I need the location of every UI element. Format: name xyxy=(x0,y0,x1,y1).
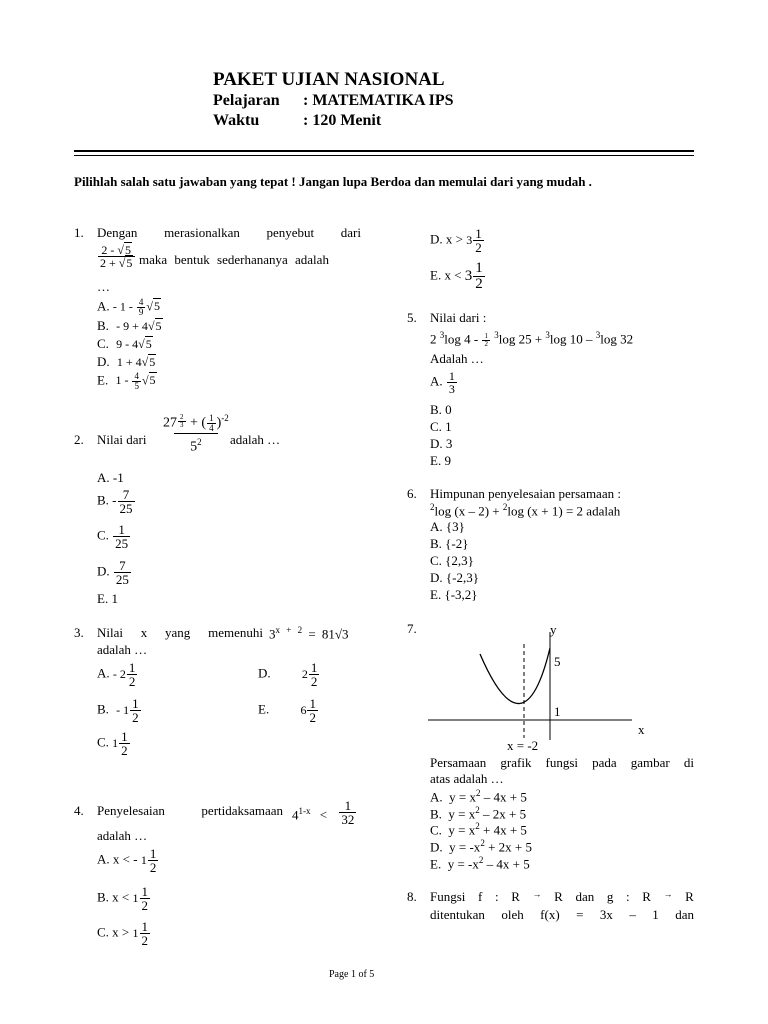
option-text: 1 + 4 xyxy=(116,355,142,369)
mixed-whole: 1 xyxy=(132,891,139,905)
option-text: 1 - xyxy=(115,373,132,388)
q4-word: Penyelesaian xyxy=(97,803,165,818)
q8-word: R xyxy=(554,889,563,904)
option-label: D. xyxy=(430,570,443,585)
q3-option-a[interactable] xyxy=(97,661,138,688)
time-value: : 120 Menit xyxy=(303,112,382,129)
frac-num: 7 xyxy=(122,487,130,502)
option-text: + 4x + 5 xyxy=(479,822,527,838)
frac-num: 1 xyxy=(475,226,482,241)
mixed-whole: - 1 xyxy=(116,703,130,717)
option-label: E. xyxy=(258,701,270,717)
arrow-icon: → xyxy=(532,889,542,899)
option-label: C. xyxy=(97,734,109,750)
q8-word: R xyxy=(685,889,694,904)
q6-option-c[interactable] xyxy=(430,553,474,569)
q5-number: 5. xyxy=(407,310,417,325)
q6-eq-part: log (x – 2) + xyxy=(434,503,503,519)
q2-option-c[interactable] xyxy=(97,523,131,550)
option-exponent: 2 xyxy=(475,805,480,815)
q4-inequality xyxy=(292,798,357,830)
option-label: A. xyxy=(97,665,110,681)
q8-word: Fungsi xyxy=(430,889,466,904)
frac-num: 1 xyxy=(141,919,149,934)
option-text: y = x xyxy=(448,806,476,822)
q8-word: : xyxy=(495,889,499,904)
q6-equation xyxy=(430,502,620,519)
q7-text2: atas adalah … xyxy=(430,771,504,786)
parabola-curve xyxy=(480,648,550,704)
q1-word: dari xyxy=(340,225,361,240)
q7-word: pada xyxy=(592,755,617,770)
q1-frac-den: 2 + xyxy=(100,256,119,270)
mixed-whole: 3 xyxy=(466,233,473,247)
q8-word: R xyxy=(642,889,651,904)
q5-expr-part: log 4 - xyxy=(444,331,482,347)
q7-option-e[interactable] xyxy=(430,855,530,872)
q6-option-a[interactable] xyxy=(430,519,465,535)
frac-den: 2 xyxy=(149,860,157,875)
q1-ellipsis: … xyxy=(97,279,110,294)
q8-word: f(x) xyxy=(540,907,560,922)
option-text: {-3,2} xyxy=(444,587,478,602)
frac-den: 2 xyxy=(132,710,139,725)
q2-option-d[interactable] xyxy=(97,559,132,586)
option-label: B. xyxy=(97,318,109,333)
q5-option-c[interactable] xyxy=(430,419,452,435)
option-text: 1 xyxy=(445,419,452,434)
option-text: 3 xyxy=(445,436,453,451)
q4-lt: < xyxy=(319,807,328,823)
q8-word: f xyxy=(478,889,483,904)
option-text: y = -x xyxy=(447,856,479,872)
q4-option-b[interactable] xyxy=(97,885,151,912)
y-value-1-label: 1 xyxy=(554,704,561,719)
vertex-x-label: x = -2 xyxy=(507,738,539,753)
option-label: E. xyxy=(97,591,109,606)
option-text: + 2x + 5 xyxy=(484,839,532,855)
q2-exp2: -2 xyxy=(221,413,229,424)
q1-word: Dengan xyxy=(97,225,138,240)
q5-expr-part: log 32 xyxy=(600,331,634,347)
q6-number: 6. xyxy=(407,486,417,501)
option-text: – 2x + 5 xyxy=(479,806,527,822)
q3-word: yang xyxy=(165,625,191,640)
mixed-whole: 3 xyxy=(464,268,473,284)
q6-text1: Himpunan penyelesaian persamaan : xyxy=(430,486,621,501)
option-label: B. xyxy=(97,701,109,717)
q6-eq-part: log (x + 1) = 2 adalah xyxy=(507,503,621,519)
sqrt-value: 5 xyxy=(153,299,160,314)
q5-log-base: 3 xyxy=(439,330,445,340)
q8-word: 3x xyxy=(599,907,613,922)
q7-word: grafik xyxy=(500,755,532,770)
q6-log-base: 2 xyxy=(430,502,435,512)
q8-word: – xyxy=(629,907,636,922)
q8-word: dan xyxy=(575,889,595,904)
option-label: B. x < xyxy=(97,889,130,905)
option-text: y = x xyxy=(448,822,476,838)
option-label: E. x < xyxy=(430,267,462,283)
q4-text-line1 xyxy=(97,803,283,819)
option-label: C. xyxy=(97,527,109,543)
q3-option-e[interactable] xyxy=(258,697,319,724)
q6-option-d[interactable] xyxy=(430,570,479,586)
option-exponent: 2 xyxy=(478,855,484,865)
q1-option-c[interactable]: C. 9 - 4√5 xyxy=(97,336,152,351)
q2-plus: + xyxy=(186,415,202,431)
option-label: C. xyxy=(430,822,442,838)
q7-option-d[interactable] xyxy=(430,838,532,855)
y-axis-label: y xyxy=(550,622,557,637)
q5-option-d[interactable] xyxy=(430,436,452,452)
q8-text-line1 xyxy=(430,889,694,905)
q7-word: Persamaan xyxy=(430,755,487,770)
sqrt-value: 5 xyxy=(149,355,156,369)
q7-word: gambar xyxy=(630,755,670,770)
option-label: E. xyxy=(430,453,442,468)
q7-word: fungsi xyxy=(545,755,579,770)
q7-option-a[interactable] xyxy=(430,788,527,805)
frac-num: 1 xyxy=(128,660,136,675)
option-text: – 4x + 5 xyxy=(483,856,530,872)
q1-option-b[interactable]: B. - 9 + 4√5 xyxy=(97,318,162,333)
q4-option-e[interactable] xyxy=(430,261,486,292)
q3-option-d[interactable] xyxy=(258,661,320,688)
frac-num: 1 xyxy=(448,369,455,383)
instruction: Pilihlah salah satu jawaban yang tepat ! Jangan lupa Berdoa dan memulai dari yang mudah . xyxy=(74,174,592,189)
option-label: D. xyxy=(258,665,271,681)
frac-num: 1 xyxy=(149,846,157,861)
frac-den: 2 xyxy=(484,339,488,348)
q4-text2: adalah … xyxy=(97,828,148,843)
q3-word: Nilai xyxy=(97,625,123,640)
q5-option-a[interactable] xyxy=(430,370,458,395)
q1-frac-num: 2 - xyxy=(101,243,118,257)
q2-den-exp: 2 xyxy=(197,437,202,447)
q4-number: 4. xyxy=(74,803,84,818)
q3-exp: x + 2 xyxy=(275,625,303,635)
frac-den: 25 xyxy=(115,536,129,551)
option-label: A. xyxy=(430,519,443,534)
q2-exp1-num: 2 xyxy=(180,413,184,421)
q1-sqrt: 5 xyxy=(124,243,131,257)
frac-den: 2 xyxy=(121,743,128,758)
q5-option-b[interactable] xyxy=(430,402,452,418)
option-sign: - xyxy=(112,492,117,508)
page-footer: Page 1 of 5 xyxy=(329,969,375,980)
q5-expr-part: 2 xyxy=(430,331,440,347)
y-value-5-label: 5 xyxy=(554,654,561,669)
frac-den: 25 xyxy=(115,572,129,587)
x-axis-label: x xyxy=(638,722,645,737)
q8-word: oleh xyxy=(501,907,524,922)
q3-option-b[interactable] xyxy=(97,697,142,724)
option-exponent: 2 xyxy=(475,788,481,798)
frac-num: 1 xyxy=(141,884,149,899)
sqrt-value: 5 xyxy=(155,319,162,333)
q3-word: x xyxy=(140,625,148,640)
q1-text-line2: maka bentuk sederhananya adalah xyxy=(139,252,329,267)
q7-word: di xyxy=(683,755,694,770)
frac-den: 5 xyxy=(134,381,139,391)
option-text: y = x xyxy=(449,789,476,805)
option-label: C. xyxy=(430,419,442,434)
option-label: C. x > xyxy=(97,924,130,940)
frac-den: 2 xyxy=(475,240,482,255)
option-text: 0 xyxy=(445,402,452,417)
q8-text-line2 xyxy=(430,907,694,923)
q2-number: 2. xyxy=(74,432,84,447)
mixed-whole: 1 xyxy=(132,926,139,940)
q5-expression xyxy=(430,330,633,348)
option-text: 1 xyxy=(111,591,118,606)
mixed-whole: 6 xyxy=(300,703,307,717)
arrow-icon: → xyxy=(663,889,673,899)
frac-den: 2 xyxy=(141,898,149,913)
frac-den: 2 xyxy=(309,710,316,725)
frac-num: 7 xyxy=(119,558,126,573)
time-label: Waktu xyxy=(213,112,260,129)
option-text: y = -x xyxy=(449,839,481,855)
q2-expression: 27 $\frac{2}{3}$ + ( $\frac{1}{4}$ )$^{-2}$ $5^2$ xyxy=(163,413,229,455)
q8-word: ditentukan xyxy=(430,907,485,922)
q8-word: 1 xyxy=(652,907,659,922)
option-label: B. xyxy=(97,492,109,508)
q1-fraction: $\frac{2 - √5}{2 + √5}$ xyxy=(97,244,136,269)
q5-expr-part: log 25 + xyxy=(498,331,546,347)
mixed-whole: 1 xyxy=(112,736,119,750)
q8-word: dan xyxy=(675,907,694,922)
option-label: B. xyxy=(430,806,442,822)
q2-text1: Nilai dari xyxy=(97,432,147,447)
frac-den: 2 xyxy=(141,933,149,948)
subject-value: : MATEMATIKA IPS xyxy=(303,92,454,109)
option-text: {3} xyxy=(445,519,465,534)
q1-word: penyebut xyxy=(266,225,315,240)
option-label: A. xyxy=(430,789,443,805)
q1-option-e[interactable]: E. 1 - $\frac{4}{5}$ √5 xyxy=(97,371,156,391)
q2-option-e[interactable] xyxy=(97,591,118,607)
q8-word: g xyxy=(606,889,614,904)
q2-option-a[interactable] xyxy=(97,470,124,486)
option-label: E. xyxy=(97,372,109,388)
frac-num: 1 xyxy=(344,798,352,813)
frac-den: 2 xyxy=(310,674,318,689)
q1-option-d[interactable]: D. 1 + 4√5 xyxy=(97,354,156,369)
q5-option-e[interactable] xyxy=(430,453,451,469)
frac-num: 1 xyxy=(309,696,316,711)
q4-word: pertidaksamaan xyxy=(201,803,283,818)
option-label: B. xyxy=(430,536,442,551)
q5-log-base: 3 xyxy=(595,330,601,340)
frac-den: 3 xyxy=(448,382,455,396)
q2-inner-den: 4 xyxy=(209,423,214,433)
option-text: {-2} xyxy=(445,536,469,551)
q2-den-base: 5 xyxy=(190,439,198,455)
q7-parabola-graph xyxy=(420,618,660,758)
q3-option-c[interactable] xyxy=(97,730,131,757)
option-label: D. xyxy=(97,354,110,369)
option-label: D. xyxy=(97,563,110,579)
q1-text-line1 xyxy=(97,225,361,241)
q4-exp: 1-x xyxy=(298,806,311,817)
header-rule-thin xyxy=(74,155,694,156)
frac-num: 4 xyxy=(138,297,144,307)
frac-num: 1 xyxy=(118,522,125,537)
q5-text2: Adalah … xyxy=(430,351,484,366)
option-text: 9 xyxy=(444,453,451,468)
q7-number: 7. xyxy=(407,621,417,636)
q2-option-b[interactable] xyxy=(97,488,136,515)
subject-label: Pelajaran xyxy=(213,92,280,109)
q8-word: : xyxy=(626,889,630,904)
option-text: {-2,3} xyxy=(445,570,479,585)
q1-sqrt: 5 xyxy=(126,256,133,270)
frac-den: 9 xyxy=(138,307,144,317)
frac-num: 1 xyxy=(310,660,318,675)
q4-option-a[interactable] xyxy=(97,847,159,874)
option-label: D. xyxy=(430,436,443,451)
option-label: A. xyxy=(97,298,110,314)
frac-den: 25 xyxy=(119,501,133,516)
q5-expr-part: log 10 – xyxy=(549,331,596,347)
q8-word: = xyxy=(576,907,584,922)
q5-log-base: 3 xyxy=(494,330,499,340)
sqrt-value: 5 xyxy=(149,373,156,388)
q2-exp1-den: 3 xyxy=(180,421,184,429)
option-label: A. x < - xyxy=(97,851,138,867)
option-label: C. xyxy=(97,336,109,351)
q6-option-e[interactable] xyxy=(430,587,478,603)
option-label: E. xyxy=(430,587,442,602)
q3-rhs: = 81√3 xyxy=(308,626,349,642)
q3-word: memenuhi xyxy=(208,625,263,640)
q5-log-base: 3 xyxy=(545,330,550,340)
frac-num: 1 xyxy=(121,729,128,744)
option-exponent: 2 xyxy=(480,838,485,848)
q4-option-c[interactable] xyxy=(97,920,151,947)
option-text: – 4x + 5 xyxy=(480,789,527,805)
frac-num: 1 xyxy=(484,331,488,340)
q7-option-c[interactable] xyxy=(430,821,527,838)
q1-number: 1. xyxy=(74,225,84,240)
q2-inner-num: 1 xyxy=(209,413,214,423)
frac-num: 1 xyxy=(132,696,139,711)
frac-num: 1 xyxy=(475,260,483,276)
q1-word: merasionalkan xyxy=(164,225,240,240)
option-text: {2,3} xyxy=(445,553,474,568)
q5-text1: Nilai dari : xyxy=(430,310,487,325)
q6-option-b[interactable] xyxy=(430,536,468,552)
option-text: - 1 - xyxy=(112,299,136,314)
q2-text2: adalah … xyxy=(230,432,281,447)
q8-number: 8. xyxy=(407,889,417,904)
option-text: 9 - 4 xyxy=(116,337,139,351)
mixed-whole: 1 xyxy=(140,853,147,867)
option-label: D. xyxy=(430,839,443,855)
q3-text-line1 xyxy=(97,625,263,641)
option-exponent: 2 xyxy=(475,821,480,831)
option-label: C. xyxy=(430,553,442,568)
option-label: A. xyxy=(430,373,443,389)
page-title: PAKET UJIAN NASIONAL xyxy=(213,69,445,90)
option-text: -1 xyxy=(112,470,124,485)
q3-equation xyxy=(269,625,349,642)
q7-option-b[interactable] xyxy=(430,805,526,822)
option-label: A. xyxy=(97,470,110,485)
q6-log-base: 2 xyxy=(502,502,508,512)
frac-den: 2 xyxy=(128,674,136,689)
option-label: E. xyxy=(430,856,442,872)
q1-option-a[interactable]: A. - 1 - $\frac{4}{9}$ √5 xyxy=(97,297,160,317)
frac-den: 32 xyxy=(341,812,355,827)
q3-number: 3. xyxy=(74,625,84,640)
frac-num: 4 xyxy=(134,371,139,381)
q4-option-d[interactable] xyxy=(430,227,485,254)
q3-base: 3 xyxy=(269,626,276,642)
mixed-whole: 2 xyxy=(301,667,308,681)
header-rule-thick xyxy=(74,150,694,152)
q2-base1: 27 xyxy=(163,415,177,431)
option-label: B. xyxy=(430,402,442,417)
option-text: - 9 + 4 xyxy=(116,319,148,333)
option-label: D. x > xyxy=(430,231,463,247)
q4-base: 4 xyxy=(292,807,299,823)
q7-text-line1 xyxy=(430,755,694,771)
mixed-whole: - 2 xyxy=(112,667,126,681)
q3-text2: adalah … xyxy=(97,642,148,657)
q8-word: R xyxy=(511,889,520,904)
frac-den: 2 xyxy=(475,276,483,292)
sqrt-value: 5 xyxy=(145,337,152,351)
